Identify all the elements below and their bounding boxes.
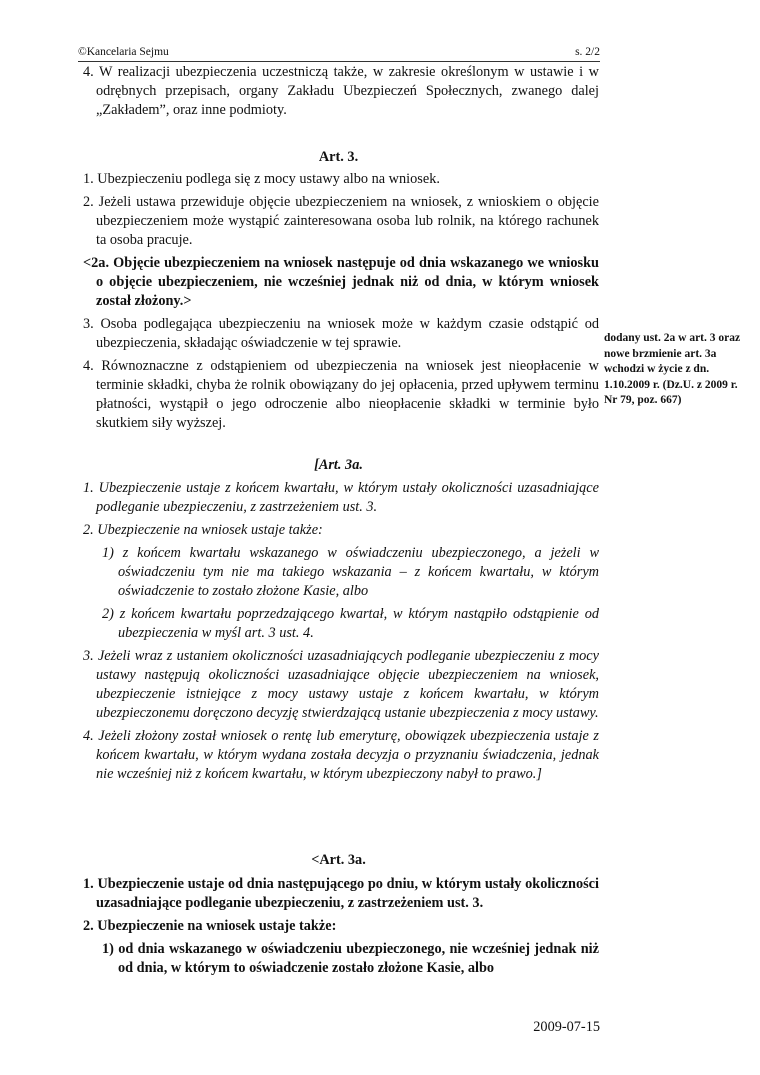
art3a-new-section <box>78 851 599 978</box>
art3-title: Art. 3. <box>318 149 359 165</box>
art3-paragraph-3: 3. Osoba podlegająca ubezpieczeniu na wniosek może w każdym czasie odstąpić od ubezpieczenia, składając oświadczenie w tej sprawie. <box>83 316 599 351</box>
footer-date: 2009-07-15 <box>533 1019 600 1035</box>
margin-note: dodany ust. 2a w art. 3 oraz nowe brzmienie art. 3a wchodzi w życie z dn. 1.10.2009 r. (Dz.U. z 2009 r. Nr 79, poz. 667) <box>604 332 741 406</box>
page-header <box>78 44 600 62</box>
art3a-old-paragraph-1: 1. Ubezpieczenie ustaje z końcem kwartału, w którym ustały okoliczności uzasadniające podleganie ubezpieczeniu, z zastrzeżeniem ust. 3. <box>83 480 599 515</box>
art3-paragraph-4: 4. Równoznaczne z odstąpieniem od ubezpieczenia na wniosek jest nieopłacenie w terminie składki, chyba że rolnik obowiązany do jej opłacenia, przed upływem terminu płatności, wystąpił o jego odroczenie albo nieopłacenie składki w terminie było skutkiem siły wyższej. <box>83 358 599 431</box>
art3a-new-paragraph-1: 1. Ubezpieczenie ustaje od dnia następującego po dniu, w którym ustały okoliczności uzasadniające podleganie ubezpieczeniu, z zastrzeżeniem ust. 3. <box>83 876 599 911</box>
art3a-new-paragraph-2: 2. Ubezpieczenie na wniosek ustaje także: <box>83 918 337 934</box>
art3-paragraph-2: 2. Jeżeli ustawa przewiduje objęcie ubezpieczeniem na wniosek, z wnioskiem o objęcie ubezpieczeniem może wystąpić zainteresowana osoba lub rolnik, na którego rachunek ta osoba pracuje. <box>83 194 599 248</box>
art3a-old-paragraph-2: 2. Ubezpieczenie na wniosek ustaje także: <box>83 522 323 538</box>
header-copyright: ©Kancelaria Sejmu <box>78 46 169 58</box>
art3-paragraph-1: 1. Ubezpieczeniu podlega się z mocy ustawy albo na wniosek. <box>83 171 440 187</box>
art3a-old-section <box>78 456 599 784</box>
art3a-new-point-1: 1) od dnia wskazanego w oświadczeniu ubezpieczonego, nie wcześniej jednak niż od dnia, w którym to oświadczenie zostało złożone Kasie, albo <box>102 941 599 976</box>
intro-block <box>78 63 599 120</box>
art2-paragraph-4: 4. W realizacji ubezpieczenia uczestniczą także, w zakresie określonym w ustawie i w odrębnych przepisach, organy Zakładu Ubezpieczeń Społecznych, zwanego dalej „Zakładem”, oraz inne podmioty. <box>83 64 599 118</box>
art3a-old-point-2: 2) z końcem kwartału poprzedzającego kwartał, w którym nastąpiło odstąpienie od ubezpieczenia w myśl art. 3 ust. 4. <box>102 606 599 641</box>
art3a-new-title: <Art. 3a. <box>311 852 366 868</box>
art3-paragraph-2a: <2a. Objęcie ubezpieczeniem na wniosek następuje od dnia wskazanego we wniosku o objęcie ubezpieczeniem, nie wcześniej jednak niż od dnia, w którym wniosek został złożony.> <box>83 255 599 309</box>
art3a-old-paragraph-4: 4. Jeżeli złożony został wniosek o rentę lub emeryturę, obowiązek ubezpieczenia ustaje z końcem kwartału, w którym wydana została decyzja o przyznaniu świadczenia, jednak nie wcześniej niż z końcem kwartału, w którym ubezpieczony nabył to prawo.] <box>83 728 599 782</box>
header-page-number: s. 2/2 <box>575 46 600 58</box>
art3a-old-paragraph-3: 3. Jeżeli wraz z ustaniem okoliczności uzasadniających podleganie ubezpieczeniu z mocy ustawy następują okoliczności uzasadniające objęcie ubezpieczeniem na wniosek, ubezpieczenie istniejące z mocy ustawy ustaje z końcem kwartału, w którym ubezpieczonemu doręczono decyzję stwierdzającą ustanie ubezpieczenia z mocy ustawy. <box>83 648 599 721</box>
art3a-old-point-1: 1) z końcem kwartału wskazanego w oświadczeniu ubezpieczonego, a jeżeli w oświadczeniu tym nie ma takiego wskazania – z końcem kwartału, w którym oświadczenie to zostało złożone Kasie, albo <box>102 545 599 599</box>
art3-section <box>78 148 599 433</box>
art3a-old-title: [Art. 3a. <box>314 457 363 473</box>
